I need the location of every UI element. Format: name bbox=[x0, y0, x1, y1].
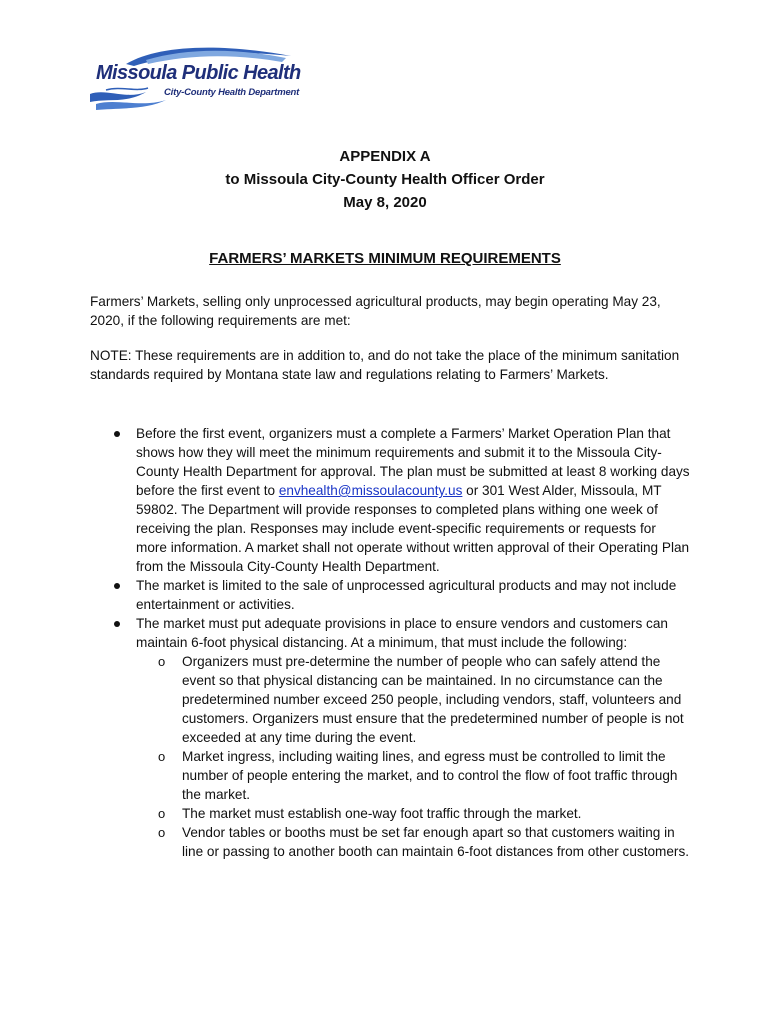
sub-list-item bbox=[90, 652, 690, 747]
order-title: to Missoula City-County Health Officer Order bbox=[225, 171, 545, 188]
bullet-1-text-before: Before the first event, organizers must a complete a Farmers’ Market Operation Plan that shows how they will meet the minimum requirements and submit it to the Missoula City-County Health Department for approval. The plan must be submitted at least 8 working days before the first event to bbox=[136, 426, 690, 498]
intro-paragraph: Farmers’ Markets, selling only unprocessed agricultural products, may begin operating May 23, 2020, if the following requirements are met: bbox=[90, 294, 661, 328]
bullet-3-text: The market must put adequate provisions in place to ensure vendors and customers can maintain 6-foot physical distancing. At a minimum, that must include the following: bbox=[136, 616, 668, 650]
sub-list-item bbox=[90, 747, 690, 804]
list-item bbox=[90, 614, 690, 652]
email-link[interactable]: envhealth@missoulacounty.us bbox=[278, 483, 463, 498]
document-header bbox=[0, 145, 770, 214]
sub-item-2-text: Market ingress, including waiting lines, and egress must be controlled to limit the number of people entering the market, and to control the flow of foot traffic through the market. bbox=[182, 749, 678, 802]
bullet-1-text-after: or 301 West Alder, Missoula, MT 59802. The Department will provide responses to completed plans withing one week of receiving the plan. Responses may include event-specific requirements or requests for more information. A market shall not operate without written approval of their Operating Plan from the Missoula City-County Health Department. bbox=[136, 483, 690, 574]
sub-list-item bbox=[90, 804, 690, 823]
sub-item-1-text: Organizers must pre-determine the number of people who can safely attend the event so that physical distancing can be maintained. In no circumstance can the predetermined number exceed 250 people, including vendors, staff, volunteers and customers. Organizers must ensure that the predetermined number of people is not exceeded at any time during the event. bbox=[182, 654, 684, 745]
sub-list-item bbox=[90, 823, 690, 861]
bullet-icon bbox=[114, 431, 120, 437]
section-title: FARMERS’ MARKETS MINIMUM REQUIREMENTS bbox=[209, 250, 561, 267]
logo-subtitle: City-County Health Department bbox=[164, 87, 300, 98]
list-item bbox=[90, 424, 690, 576]
bullet-icon bbox=[114, 621, 120, 627]
sub-item-3-text: The market must establish one-way foot traffic through the market. bbox=[182, 806, 582, 821]
sub-item-4-text: Vendor tables or booths must be set far enough apart so that customers waiting in line or passing to another booth can maintain 6-foot distances from other customers. bbox=[182, 825, 690, 859]
circle-bullet-icon: o bbox=[158, 749, 166, 764]
circle-bullet-icon: o bbox=[158, 825, 166, 840]
requirements-list bbox=[90, 424, 690, 861]
appendix-title: APPENDIX A bbox=[339, 148, 431, 165]
order-date: May 8, 2020 bbox=[343, 194, 427, 211]
bullet-2-text: The market is limited to the sale of unprocessed agricultural products and may not include entertainment or activities. bbox=[136, 578, 677, 612]
list-item bbox=[90, 576, 690, 614]
circle-bullet-icon: o bbox=[158, 654, 166, 669]
logo-name: Missoula Public Health bbox=[96, 62, 301, 84]
missoula-public-health-logo bbox=[86, 42, 301, 114]
bullet-icon bbox=[114, 583, 120, 589]
circle-bullet-icon: o bbox=[158, 806, 166, 821]
note-paragraph: NOTE: These requirements are in addition to, and do not take the place of the minimum sanitation standards required by Montana state law and regulations relating to Farmers’ Markets. bbox=[90, 348, 680, 382]
